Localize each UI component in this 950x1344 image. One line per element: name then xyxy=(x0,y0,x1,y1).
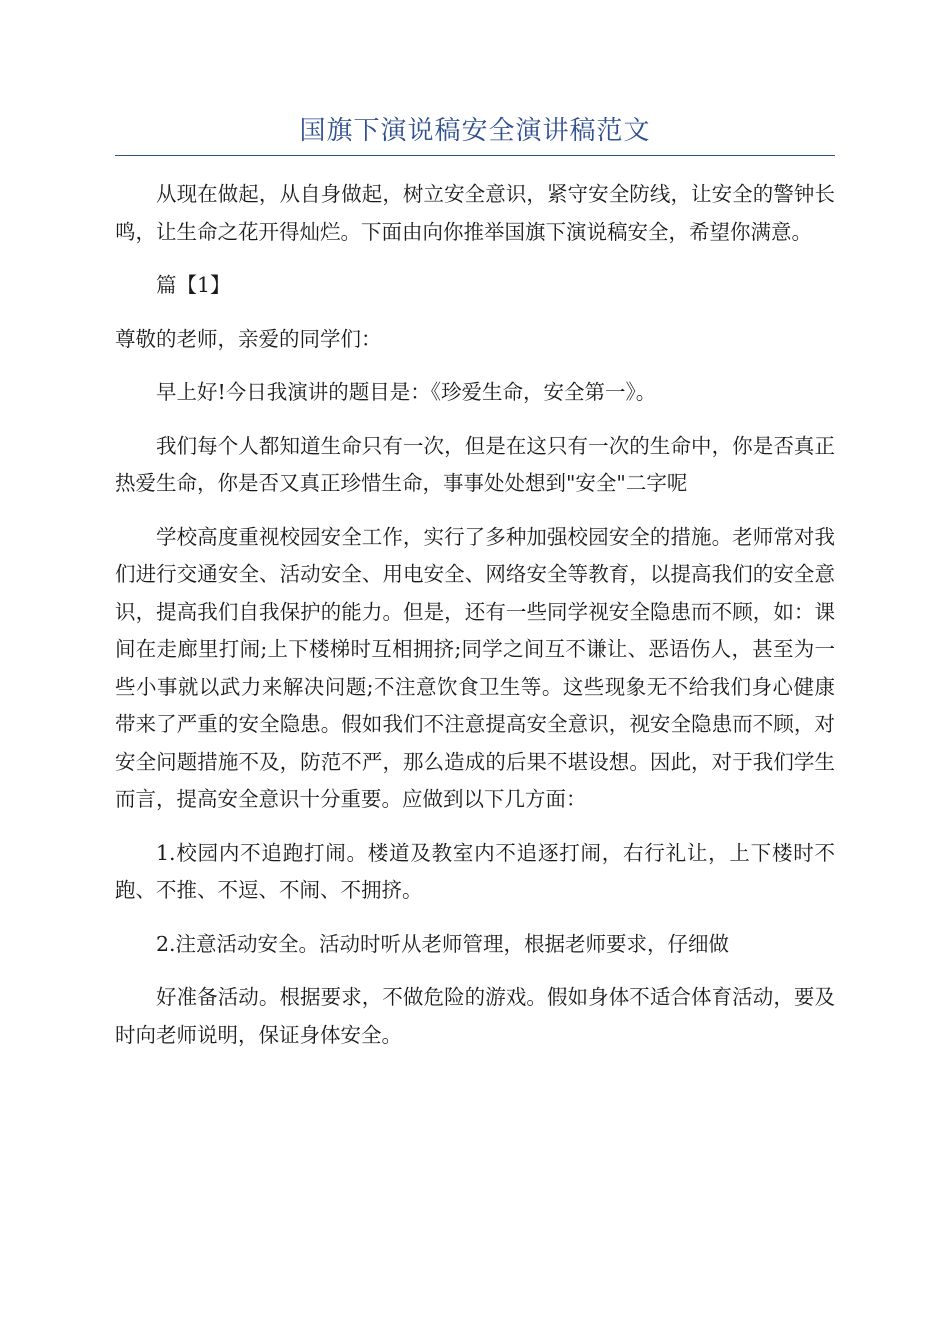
body-paragraph: 好准备活动。根据要求，不做危险的游戏。假如身体不适合体育活动，要及时向老师说明，保证身体安全。 xyxy=(115,985,835,1047)
salutation: 尊敬的老师，亲爱的同学们： xyxy=(115,326,382,351)
section-heading: 篇【1】 xyxy=(156,273,231,297)
list-item: 1.校园内不追跑打闹。楼道及教室内不追逐打闹，右行礼让，上下楼时不跑、不推、不逗、不闹、不拥挤。 xyxy=(115,840,835,902)
body-paragraph: 学校高度重视校园安全工作，实行了多种加强校园安全的措施。老师常对我们进行交通安全、活动安全、用电安全、网络安全等教育，以提高我们的安全意识，提高我们自我保护的能力。但是，还有一些同学视安全隐患而不顾，如：课间在走廊里打闹;上下楼梯时互相拥挤;同学之间互不谦让、恶语伤人，甚至为一些小事就以武力来解决问题;不注意饮食卫生等。这些现象无不给我们身心健康带来了严重的安全隐患。假如我们不注意提高安全意识，视安全隐患而不顾，对安全问题措施不及，防范不严，那么造成的后果不堪设想。因此，对于我们学生而言，提高安全意识十分重要。应做到以下几方面： xyxy=(115,524,835,811)
document-body xyxy=(115,176,835,1054)
list-item: 2.注意活动安全。活动时听从老师管理，根据老师要求，仔细做 xyxy=(156,931,730,956)
greeting-paragraph: 早上好!今日我演讲的题目是：《珍爱生命，安全第一》。 xyxy=(156,380,657,404)
title-underline xyxy=(115,155,835,156)
intro-paragraph: 从现在做起，从自身做起，树立安全意识，紧守安全防线，让安全的警钟长鸣，让生命之花开得灿烂。下面由向你推举国旗下演说稿安全，希望你满意。 xyxy=(115,182,835,244)
document-title: 国旗下演说稿安全演讲稿范文 xyxy=(299,116,651,146)
body-paragraph: 我们每个人都知道生命只有一次，但是在这只有一次的生命中，你是否真正热爱生命，你是否又真正珍惜生命，事事处处想到"安全"二字呢 xyxy=(115,433,835,495)
